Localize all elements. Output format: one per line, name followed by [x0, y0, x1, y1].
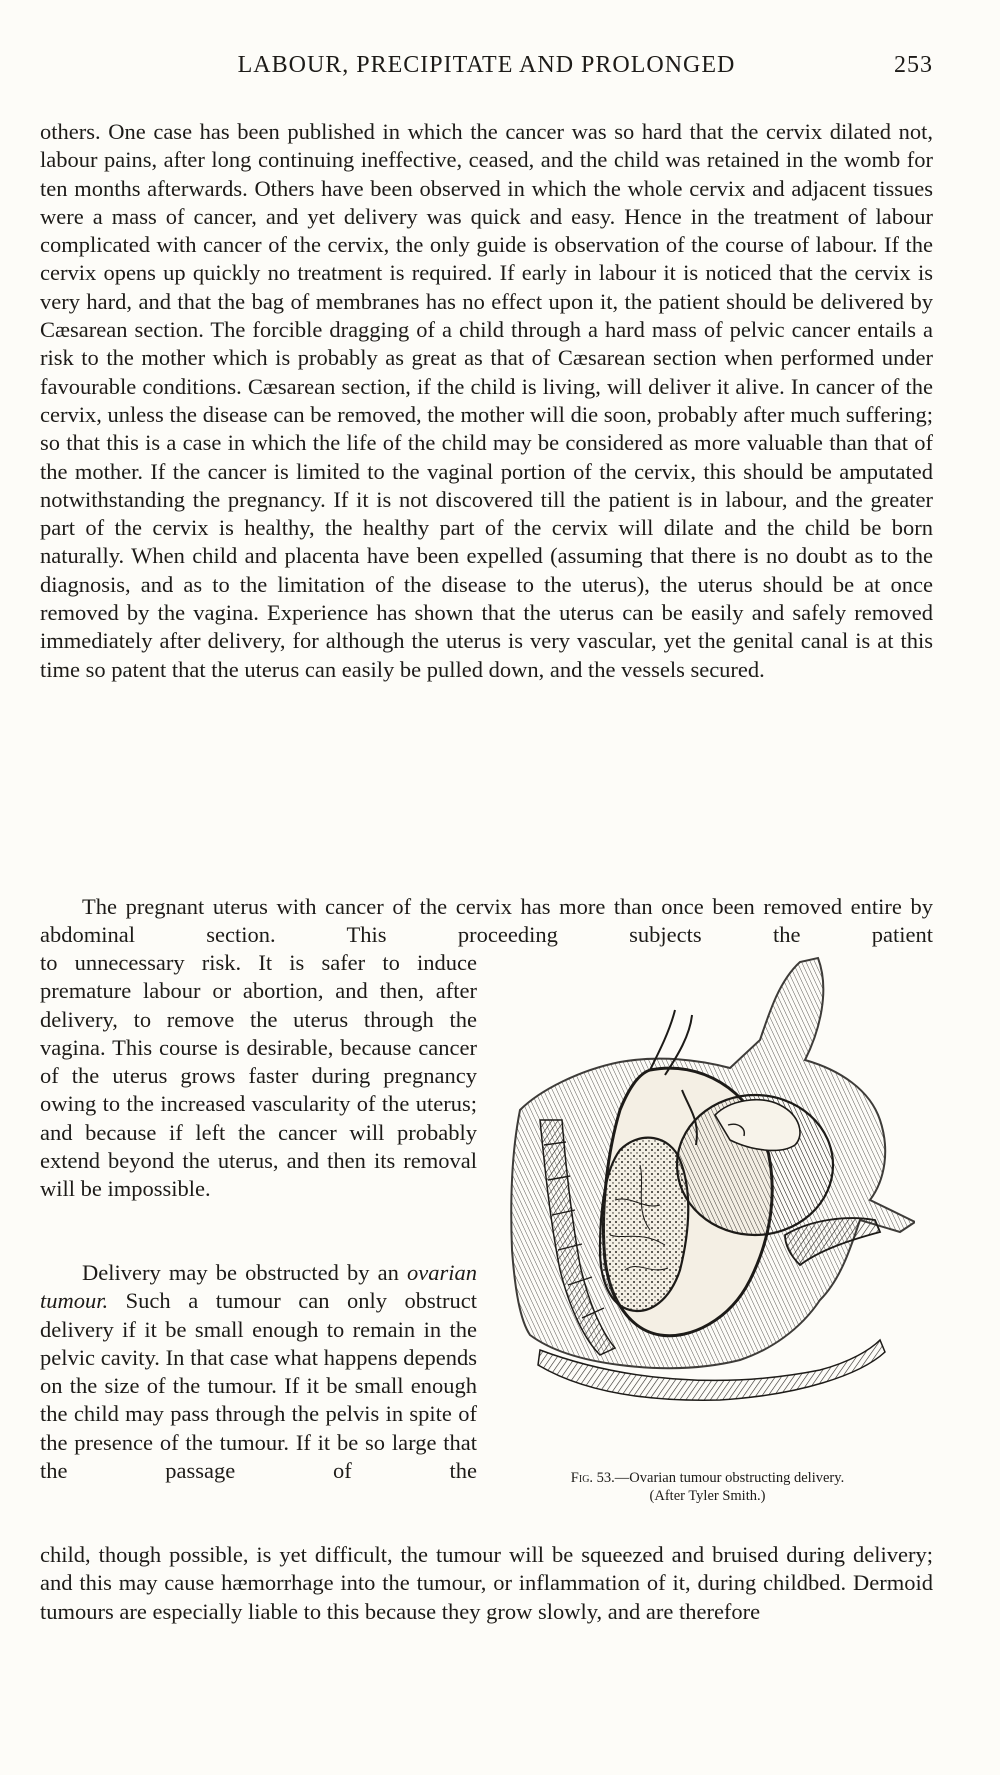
paragraph-uterus-removal-intro: The pregnant uterus with cancer of the cervix has more than once been removed entire by abdominal section. This proceeding subjects the patient — [40, 894, 933, 948]
running-title: LABOUR, PRECIPITATE AND PROLONGED — [237, 52, 736, 78]
figure-caption — [500, 1469, 915, 1505]
ovarian-tumour-text: Such a tumour can only obstruct delivery if it be small enough to remain in the pelvic cavity. In that case what happens depends on the size of the tumour. If it be small enough the child may pass through the pelvis in spite of the presence of the tumour. If it be so large that the passage of the — [40, 1288, 477, 1484]
paragraph-cancer-cervix: others. One case has been published in which the cancer was so hard that the cervix dilated not, labour pains, after long continuing ineffective, ceased, and the child was retained in the womb for ten months afterwards. Others have been observed in which the whole cervix and adjacent tissues were a mass of cancer, and yet delivery was quick and easy. Hence in the treatment of labour complicated with cancer of the cervix, the only guide is observation of the course of labour. If the cervix opens up quickly no treatment is required. If early in labour it is noticed that the cervix is very hard, and that the bag of membranes has no effect upon it, the patient should be delivered by Cæsarean section. The forcible dragging of a child through a hard mass of pelvic cancer entails a risk to the mother which is probably as great as that of Cæsarean section when performed under favourable conditions. Cæsarean section, if the child is living, will deliver it alive. In cancer of the cervix, unless the disease can be removed, the mother will die soon, probably after much suffering; so that this is a case in which the life of the child may be considered as more valuable than that of the mother. If the cancer is limited to the vaginal portion of the cervix, this should be amputated notwithstanding the pregnancy. If it is not discovered till the patient is in labour, and the greater part of the cervix is healthy, the healthy part of the cervix will dilate and the child be born naturally. When child and placenta have been expelled (assuming that there is no doubt as to the diagnosis, and as to the limitation of the disease to the uterus), the uterus should be at once removed by the vagina. Experience has shown that the uterus can be easily and safely removed immediately after delivery, for although the uterus is very vascular, yet the genital canal is at this time so patent that the uterus can easily be pulled down, and the vessels secured. — [40, 119, 933, 682]
figure-caption-line — [500, 1469, 915, 1487]
paragraph-ovarian-tumour-continued: child, though possible, is yet difficult, the tumour will be squeezed and bruised during delivery; and this may cause hæmorrhage into the tumour, or inflammation of it, during childbed. Dermoid tumours are especially liable to this because they grow slowly, and are therefore — [40, 1542, 933, 1624]
paragraph-uterus-removal-continued: to unnecessary risk. It is safer to induce premature labour or abortion, and then, after delivery, to remove the uterus through the vagina. This course is desirable, because cancer of the uterus grows faster during pregnancy owing to the increased vascularity of the uterus; and because if left the cancer will probably extend beyond the uterus, and then its removal will be impossible. — [40, 950, 477, 1202]
figure-label: Fig. 53. — [570, 1470, 615, 1486]
anatomical-engraving — [500, 950, 915, 1450]
page-number: 253 — [894, 52, 933, 78]
figure-ovarian-tumour-illustration — [500, 950, 915, 1450]
figure-caption-text: —Ovarian tumour obstructing delivery. — [614, 1470, 845, 1486]
ovarian-tumour-term: ovarian tumour. — [40, 1260, 477, 1314]
ovarian-tumour-lead: Delivery may be obstructed by an — [82, 1260, 399, 1285]
figure-credit: (After Tyler Smith.) — [649, 1488, 766, 1504]
paragraph-ovarian-tumour — [40, 1259, 477, 1485]
